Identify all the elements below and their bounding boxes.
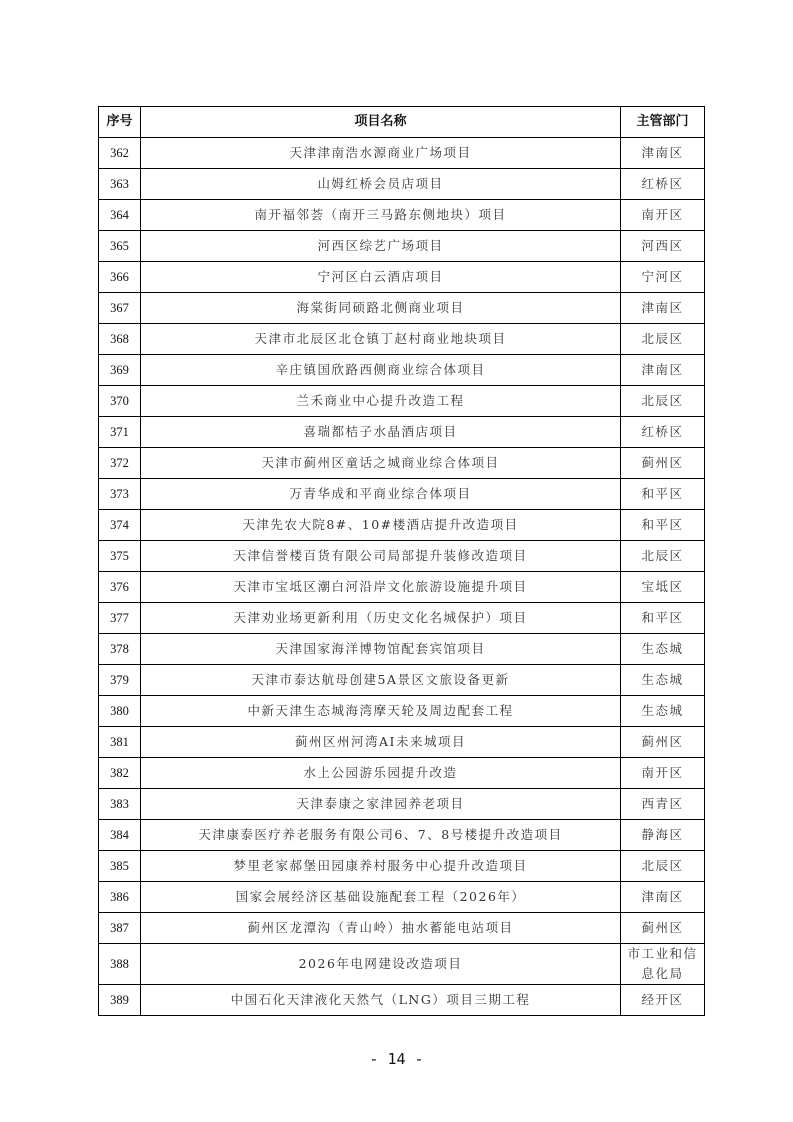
- table-row: [99, 541, 705, 572]
- table-row: [99, 820, 705, 851]
- row-department: 生态城: [621, 696, 705, 727]
- row-project-name: 水上公园游乐园提升改造: [141, 758, 621, 789]
- row-department: 生态城: [621, 634, 705, 665]
- row-serial-number: 388: [99, 944, 141, 985]
- row-department: 河西区: [621, 231, 705, 262]
- row-serial-number: 374: [99, 510, 141, 541]
- header-project-name: 项目名称: [141, 107, 621, 138]
- row-department: 西青区: [621, 789, 705, 820]
- row-serial-number: 380: [99, 696, 141, 727]
- row-project-name: 天津国家海洋博物馆配套宾馆项目: [141, 634, 621, 665]
- row-project-name: 天津泰康之家津园养老项目: [141, 789, 621, 820]
- row-department: 和平区: [621, 479, 705, 510]
- row-project-name: 天津市宝坻区潮白河沿岸文化旅游设施提升项目: [141, 572, 621, 603]
- row-department: 南开区: [621, 758, 705, 789]
- header-serial-number: 序号: [99, 107, 141, 138]
- row-department: 静海区: [621, 820, 705, 851]
- row-project-name: 山姆红桥会员店项目: [141, 169, 621, 200]
- row-department: 北辰区: [621, 541, 705, 572]
- table-header-row: [99, 107, 705, 138]
- row-project-name: 国家会展经济区基础设施配套工程（2026年）: [141, 882, 621, 913]
- table-row: [99, 603, 705, 634]
- row-department: 南开区: [621, 200, 705, 231]
- row-project-name: 天津康泰医疗养老服务有限公司6、7、8号楼提升改造项目: [141, 820, 621, 851]
- row-serial-number: 362: [99, 138, 141, 169]
- row-serial-number: 368: [99, 324, 141, 355]
- table-row: [99, 231, 705, 262]
- row-department: 北辰区: [621, 324, 705, 355]
- row-project-name: 蓟州区州河湾AI未来城项目: [141, 727, 621, 758]
- row-project-name: 万青华成和平商业综合体项目: [141, 479, 621, 510]
- table-row: [99, 262, 705, 293]
- row-department: 津南区: [621, 293, 705, 324]
- row-serial-number: 379: [99, 665, 141, 696]
- row-serial-number: 381: [99, 727, 141, 758]
- row-serial-number: 366: [99, 262, 141, 293]
- table-row: [99, 479, 705, 510]
- row-department: 蓟州区: [621, 913, 705, 944]
- table-row: [99, 696, 705, 727]
- row-project-name: 喜瑞都桔子水晶酒店项目: [141, 417, 621, 448]
- row-project-name: 南开福邻荟（南开三马路东侧地块）项目: [141, 200, 621, 231]
- row-department: 红桥区: [621, 169, 705, 200]
- row-project-name: 天津津南浩水源商业广场项目: [141, 138, 621, 169]
- row-serial-number: 364: [99, 200, 141, 231]
- row-project-name: 中新天津生态城海湾摩天轮及周边配套工程: [141, 696, 621, 727]
- table-row: [99, 200, 705, 231]
- row-project-name: 天津信誉楼百货有限公司局部提升装修改造项目: [141, 541, 621, 572]
- row-department: 经开区: [621, 985, 705, 1016]
- row-project-name: 中国石化天津液化天然气（LNG）项目三期工程: [141, 985, 621, 1016]
- table-row: [99, 985, 705, 1016]
- row-serial-number: 371: [99, 417, 141, 448]
- row-serial-number: 367: [99, 293, 141, 324]
- page-number: - 14 -: [369, 1050, 424, 1068]
- table-row: [99, 355, 705, 386]
- row-project-name: 2026年电网建设改造项目: [141, 944, 621, 985]
- row-department: 津南区: [621, 138, 705, 169]
- table-row: [99, 572, 705, 603]
- table-row: [99, 851, 705, 882]
- row-project-name: 天津市北辰区北仓镇丁赵村商业地块项目: [141, 324, 621, 355]
- table-row: [99, 634, 705, 665]
- row-serial-number: 376: [99, 572, 141, 603]
- row-department: 和平区: [621, 510, 705, 541]
- row-project-name: 海棠街同硕路北侧商业项目: [141, 293, 621, 324]
- table-row: [99, 510, 705, 541]
- table-row: [99, 448, 705, 479]
- row-project-name: 天津市蓟州区童话之城商业综合体项目: [141, 448, 621, 479]
- project-table: [98, 106, 705, 1016]
- row-department-text: 市工业和信息化局: [627, 946, 698, 981]
- table-row: [99, 293, 705, 324]
- row-project-name: 兰禾商业中心提升改造工程: [141, 386, 621, 417]
- row-serial-number: 369: [99, 355, 141, 386]
- row-serial-number: 377: [99, 603, 141, 634]
- table-row: [99, 138, 705, 169]
- row-project-name: 天津劝业场更新利用（历史文化名城保护）项目: [141, 603, 621, 634]
- row-project-name: 宁河区白云酒店项目: [141, 262, 621, 293]
- row-project-name: 天津先农大院8#、10#楼酒店提升改造项目: [141, 510, 621, 541]
- row-serial-number: 375: [99, 541, 141, 572]
- table-row: [99, 665, 705, 696]
- row-department: 和平区: [621, 603, 705, 634]
- row-project-name: 辛庄镇国欣路西侧商业综合体项目: [141, 355, 621, 386]
- row-serial-number: 372: [99, 448, 141, 479]
- row-department: 北辰区: [621, 386, 705, 417]
- row-serial-number: 382: [99, 758, 141, 789]
- table-row: [99, 324, 705, 355]
- table-row: [99, 882, 705, 913]
- table-row: [99, 169, 705, 200]
- table-row: [99, 789, 705, 820]
- row-department: 生态城: [621, 665, 705, 696]
- row-serial-number: 378: [99, 634, 141, 665]
- table-row: [99, 727, 705, 758]
- table-row: [99, 386, 705, 417]
- row-department: 蓟州区: [621, 727, 705, 758]
- table-row: [99, 913, 705, 944]
- row-serial-number: 373: [99, 479, 141, 510]
- row-department: 津南区: [621, 882, 705, 913]
- row-department: 北辰区: [621, 851, 705, 882]
- row-serial-number: 384: [99, 820, 141, 851]
- header-department: 主管部门: [621, 107, 705, 138]
- row-serial-number: 385: [99, 851, 141, 882]
- row-department: 蓟州区: [621, 448, 705, 479]
- table-row: [99, 417, 705, 448]
- row-serial-number: 387: [99, 913, 141, 944]
- row-serial-number: 370: [99, 386, 141, 417]
- row-serial-number: 365: [99, 231, 141, 262]
- row-serial-number: 386: [99, 882, 141, 913]
- row-department: 宁河区: [621, 262, 705, 293]
- row-department: [621, 944, 705, 985]
- row-serial-number: 383: [99, 789, 141, 820]
- row-serial-number: 389: [99, 985, 141, 1016]
- row-project-name: 蓟州区龙潭沟（青山岭）抽水蓄能电站项目: [141, 913, 621, 944]
- row-project-name: 河西区综艺广场项目: [141, 231, 621, 262]
- row-department: 津南区: [621, 355, 705, 386]
- row-project-name: 梦里老家郝堡田园康养村服务中心提升改造项目: [141, 851, 621, 882]
- row-serial-number: 363: [99, 169, 141, 200]
- table-row: [99, 944, 705, 985]
- row-department: 红桥区: [621, 417, 705, 448]
- table-row: [99, 758, 705, 789]
- row-department: 宝坻区: [621, 572, 705, 603]
- row-project-name: 天津市泰达航母创建5A景区文旅设备更新: [141, 665, 621, 696]
